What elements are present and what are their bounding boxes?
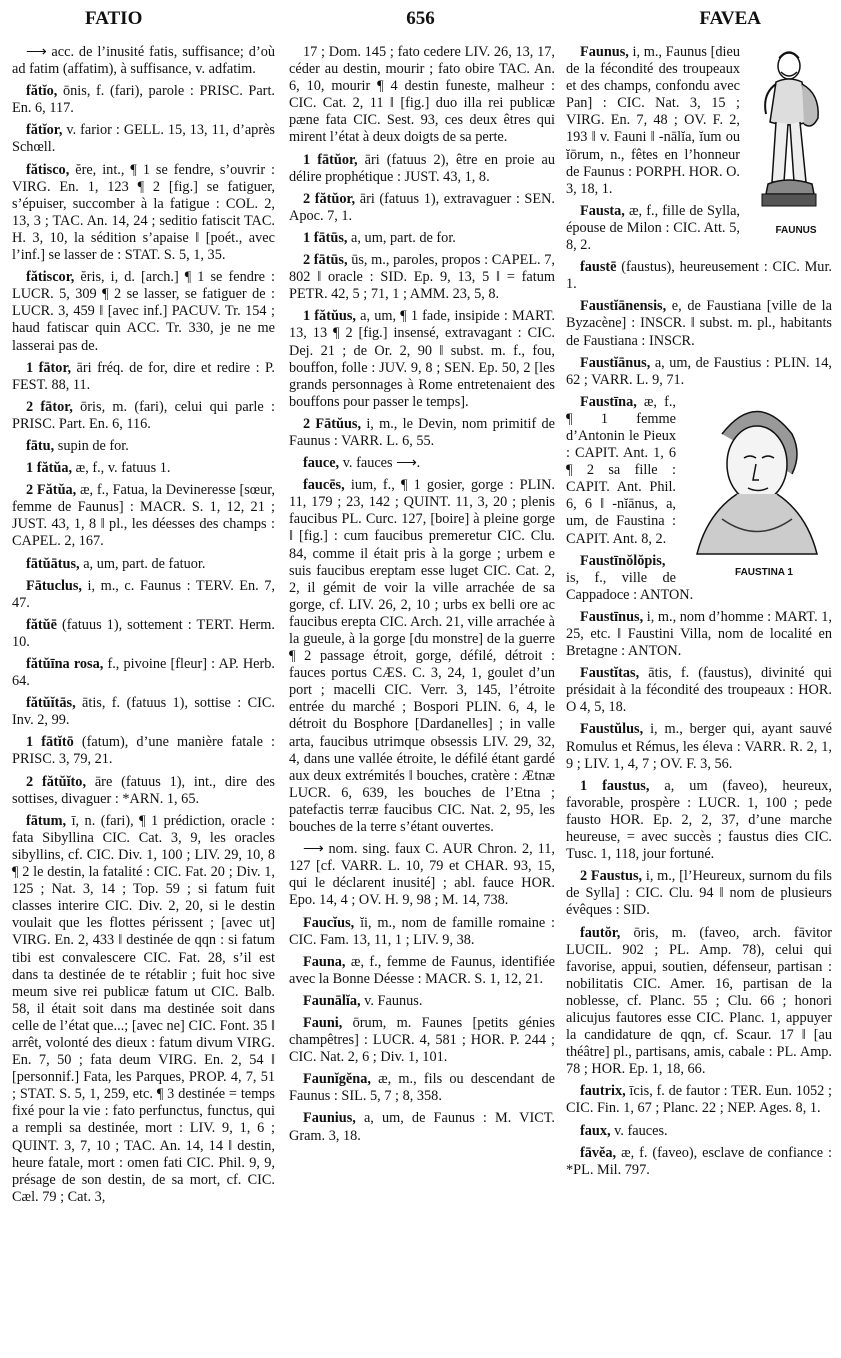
entry-definition: is, f., ville de Cappadoce : ANTON. — [566, 569, 694, 603]
header-left-guideword: FATIO — [85, 8, 143, 29]
dictionary-entry — [12, 399, 275, 433]
dictionary-entry — [12, 44, 275, 78]
dictionary-entry — [12, 813, 275, 1206]
dictionary-entry — [289, 230, 555, 247]
headword: 2 Fătŭa, — [26, 482, 77, 499]
headword: Faunĭgĕna, — [303, 1071, 371, 1088]
entry-definition: v. fauces ⟶. — [339, 455, 421, 472]
dictionary-entry — [566, 868, 832, 919]
dictionary-entry — [289, 308, 555, 411]
headword: 1 faustus, — [580, 777, 650, 794]
header-right-guideword: FAVEA — [699, 8, 761, 29]
column-1 — [12, 44, 275, 1211]
dictionary-entry — [289, 1110, 555, 1144]
headword: fătŭē — [26, 616, 57, 633]
headword: faustē — [580, 259, 617, 276]
entry-definition: āri fréq. de for, dire et redire : P. FEST. 88, 11. — [12, 359, 275, 393]
headword: fautŏr, — [580, 924, 621, 941]
dictionary-entry — [12, 360, 275, 394]
entry-definition: f., pivoine [fleur] : AP. Herb. 64. — [12, 656, 275, 690]
headword: 2 fătŭĭto, — [26, 773, 87, 790]
dictionary-entry — [12, 162, 275, 265]
entry-definition: v. farior : GELL. 15, 13, 11, d’après Schœll. — [12, 122, 275, 156]
headword: 2 fātūs, — [303, 252, 348, 269]
headword: Fauna, — [303, 953, 346, 970]
entry-definition: (fatuus 1), sottement : TERT. Herm. 10. — [12, 616, 275, 650]
faunus-figure — [746, 44, 832, 239]
dictionary-entry — [289, 191, 555, 225]
headword: fătĭor, — [26, 122, 63, 139]
dictionary-entry — [12, 578, 275, 612]
dictionary-entry — [566, 721, 832, 772]
headword: 1 fātūs, — [303, 229, 348, 246]
dictionary-entry — [12, 83, 275, 117]
headword: 2 Fātŭus, — [303, 415, 362, 432]
entry-definition: æ, f., Fatua, la Devineresse [sœur, femme de Faunus] : MACR. S. 1, 12, 21 ; JUST. 43, 1, 8 ‖ pl., les déesses des champs : CAPEL. 2, 167. — [12, 482, 276, 550]
dictionary-entry — [12, 122, 275, 156]
headword: 1 fătŭus, — [303, 308, 357, 325]
headword: fătŭĭtās, — [26, 695, 76, 712]
entry-definition: ātis, f. (fatuus 1), sottise : CIC. Inv. 2, 99. — [12, 695, 275, 729]
column-3 — [566, 44, 832, 1184]
headword: fătisco, — [26, 161, 70, 178]
headword: faucēs, — [303, 477, 345, 494]
headword: fătiscor, — [26, 269, 75, 286]
headword: fātu, — [26, 437, 55, 454]
entry-definition: a, um, part. de for. — [347, 229, 456, 246]
headword: 2 Faustus, — [580, 868, 643, 885]
entry-definition: æ, f., ¶ 1 femme d’Antonin le Pieux : CAPIT. Ant. 1, 6 ¶ 2 sa fille : CAPIT. Ant. Phil. 6, 6 ‖ -nĭānus, a, um, de Faustina : CAPIT. Ant. 8, 2. — [566, 393, 676, 547]
headword: Faustĭānensis, — [580, 298, 667, 315]
entry-definition: ⟶ acc. de l’inusité fatis, suffisance; d’où ad fatim (affatim), à suffisance, v. adfatim. — [12, 44, 275, 78]
dictionary-entry — [12, 695, 275, 729]
headword: fauce, — [303, 455, 340, 472]
dictionary-entry — [12, 482, 275, 550]
dictionary-entry — [566, 1123, 832, 1140]
dictionary-entry — [566, 609, 832, 660]
entry-definition: (faustus), heureusement : CIC. Mur. 1. — [566, 259, 832, 293]
entry-definition: 17 ; Dom. 145 ; fato cedere LIV. 26, 13, 17, céder au destin, mourir ; fato obire TAC. An. 6, 10, mourir ¶ 4 destin funeste, malheur : CIC. Cat. 2, 11 ‖ [fig.] duo illa rei publicæ pæne fata CIC. Sest. 93, ces deux êtres qui mirent l’état à deux doigts de sa perte. — [289, 44, 555, 146]
headword: faux, — [580, 1122, 611, 1139]
dictionary-entry — [289, 915, 555, 949]
dictionary-entry — [566, 355, 832, 389]
entry-definition: ⟶ nom. sing. faux C. AUR Chron. 2, 11, 127 [cf. VARR. L. 10, 79 et CHAR. 93, 15, qui le déclarent inusité] ; abl. fauce HOR. Epo. 14, 4 ; OV. H. 9, 98 ; M. 14, 738. — [289, 841, 555, 909]
entry-definition: i, m., berger qui, ayant sauvé Romulus et Rémus, les éleva : VARR. R. 2, 1, 9 ; LIV. 1, 4, 7 ; OV. F. 3, 56. — [566, 721, 832, 772]
dictionary-entry — [566, 1145, 832, 1179]
entry-definition: ĕre, int., ¶ 1 se fendre, s’ouvrir : VIRG. En. 1, 123 ¶ 2 [fig.] se fatiguer, s’épuiser, succomber à la fatigue : COL. 2, 13, 3 ; TAC. An. 14, 24 ; seditio fatiscit TAC. H. 3, 10, la sédition s’apaise ‖ [poét., avec l’inf.] se lasser de : STAT. S. 5, 1, 35. — [12, 161, 275, 264]
entry-definition: supin de for. — [54, 437, 129, 454]
entry-definition: (fatum), d’une manière fatale : PRISC. 3, 79, 21. — [12, 734, 275, 768]
headword: 1 fātor, — [26, 359, 72, 376]
entry-definition: ī, n. (fari), ¶ 1 prédiction, oracle : fata Sibyllina CIC. Cat. 3, 9, les oracles sibyllins, cf. CIC. Div. 1, 100 ; LIV. 29, 10, 8 ¶ 2 le destin, la fatalité : CIC. Fat. 20 ; Div. 1, 125 ; Nat. 3, 14 ; Top. 59 ; si fatum fuit classes interire CIC. Div. 2, 20, si le destin voulait que les flottes périssent ; [avec ut] VIRG. En. 2, 433 ‖ destinée de qqn : si fatum tibi est convalescere CIC. Fat. 28, s’il est dans ta destinée de te rétablir ; fuit hoc sive meum sive rei publicæ fatum ut CIC. Balb. 58, il était soit dans ma destinée soit dans celle de l’état que...; [avec ne] CIC. Font. 35 ‖ arrêt, volonté des dieux : fatum divum VIRG. En. 7, 50 ; fata deum VIRG. En. 2, 54 ‖ [personnif.] Fata, les Parques, PROP. 4, 7, 51 ; STAT. S. 5, 1, 259, etc. ¶ 3 destinée = temps fixé pour la vie : fato perfunctus, functus, qui a rempli sa destinée, mort : LIV. 9, 1, 6 ; QUINT. 3, 7, 10 ; TAC. An. 14, 14 ‖ destin, heure fatale, mort : omen fati CIC. Phil. 9, 9, présage de son destin, de sa mort, cf. CIC. Cæl. 79 ; Cat. 3, — [12, 812, 275, 1205]
headword: fătŭīna rosa, — [26, 656, 104, 672]
dictionary-entry — [12, 438, 275, 455]
headword: Faustīnus, — [580, 608, 644, 625]
dictionary-entry — [566, 925, 832, 1079]
entry-definition: i, m., nom d’homme : MART. 1, 25, etc. ‖ Faustini Villa, nom de localité en Bretagne : ANTON. — [566, 608, 832, 660]
headword: 2 fătŭor, — [303, 190, 356, 207]
dictionary-entry — [289, 1015, 555, 1066]
entry-definition: āri (fatuus 2), être en proie au délire prophétique : JUST. 43, 1, 8. — [289, 151, 555, 185]
headword: Fausta, — [580, 202, 625, 219]
dictionary-entry — [566, 1083, 832, 1117]
entry-definition: īcis, f. de fautor : TER. Eun. 1052 ; CIC. Fin. 1, 67 ; Planc. 22 ; NEP. Ages. 8, 1. — [566, 1083, 832, 1117]
headword: 2 fātor, — [26, 398, 73, 415]
dictionary-entry — [289, 993, 555, 1010]
headword: Faucĭus, — [303, 914, 355, 931]
faustina-bust-illustration — [682, 394, 832, 564]
dictionary-entry — [566, 259, 832, 293]
dictionary-entry — [12, 556, 275, 573]
entry-definition: ōnis, f. (fari), parole : PRISC. Part. En. 6, 117. — [12, 83, 275, 117]
entry-definition: æ, f., fille de Sylla, épouse de Milon : CIC. Att. 5, 8, 2. — [566, 202, 740, 254]
headword: fātum, — [26, 812, 67, 829]
headword: Fātuclus, — [26, 577, 83, 594]
entry-definition: ātis, f. (faustus), divinité qui présidait à la fécondité des troupeaux : HOR. O 4, 5, 18. — [566, 665, 832, 716]
entry-definition: ĭi, m., nom de famille romaine : CIC. Fam. 13, 11, 1 ; LIV. 9, 38. — [289, 914, 555, 948]
entry-definition: v. fauces. — [610, 1122, 668, 1139]
entry-definition: i, m., le Devin, nom primitif de Faunus : VARR. L. 6, 55. — [289, 415, 555, 449]
headword: Fauni, — [303, 1014, 343, 1031]
headword: Faustīna, — [580, 393, 637, 410]
entry-definition: ōris, m. (fari), celui qui parle : PRISC. Part. En. 6, 116. — [12, 398, 275, 432]
entry-definition: æ, f. (faveo), esclave de confiance : *PL. Mil. 797. — [566, 1144, 832, 1178]
dictionary-entry — [289, 252, 555, 303]
headword: Faunus, — [580, 44, 629, 60]
dictionary-entry — [12, 617, 275, 651]
entry-definition: i, m., [l’Heureux, surnom du fils de Sylla] : CIC. Clu. 94 ‖ nom de plusieurs évêques : SID. — [566, 868, 832, 919]
entry-definition: ium, f., ¶ 1 gosier, gorge : PLIN. 11, 179 ; 23, 142 ; QUINT. 11, 3, 20 ; plenis faucibus PL. Curc. 127, [boire] à pleine gorge ‖ [fig.] : cum faucibus premeretur CIC. Clu. 84, comme il était pris à la gorge ; urbem e suis faucibus ereptam esse luget CIC. Cat. 2, 2, il gémit de voir la ville arrachée de sa gorge, cf. LIV. 26, 2, 10 ; urbs ex belli ore ac faucibus erepta CIC. Arch. 21, ville arrachée à la gueule, à la gorge [du monstre] de la guerre ¶ 2 passage étroit, gorge, défilé, détroit : fauces portus CÆS. C. 3, 24, 1, goulet d’un port ; macelli CIC. Verr. 3, 145, l’étroite entrée du marché ; Bospori PLIN. 6, 4, le détroit du Bosphore [Dardanelles] ; in valle arta, faucibus utrimque obsessis LIV. 29, 32, 4, dans une vallée étroite, le défilé étant gardé aux deux extrémités ‖ bouches, cratère : Ætnæ LUCR. 6, 639, les bouches de l’Etna ; patefactis terræ faucibus CIC. Nat. 2, 95, les bouches de la terre s’étant ouvertes. — [289, 477, 555, 836]
dictionary-entry — [289, 477, 555, 836]
faustina-figure — [682, 394, 832, 581]
dictionary-entry — [566, 298, 832, 349]
headword: fāvĕa, — [580, 1144, 617, 1161]
entry-definition: i, m., c. Faunus : TERV. En. 7, 47. — [12, 577, 275, 611]
entry-definition: æ, f., femme de Faunus, identifiée avec la Bonne Déesse : MACR. S. 1, 12, 21. — [289, 953, 555, 987]
dictionary-entry — [289, 1071, 555, 1105]
dictionary-entry — [12, 656, 275, 690]
headword: fātŭātus, — [26, 555, 80, 572]
headword: fătĭo, — [26, 83, 58, 100]
entry-definition: āri (fatuus 1), extravaguer : SEN. Apoc. 7, 1. — [289, 190, 555, 224]
dictionary-entry — [289, 455, 555, 472]
dictionary-entry — [12, 734, 275, 768]
faunus-statue-illustration — [746, 44, 832, 222]
entry-definition: ōris, m. (faveo, arch. fāvitor LUCIL. 902 ; PL. Amp. 78), celui qui favorise, appui, soutien, défenseur, partisan : nobilitatis CIC. Amer. 16, partisan de la noblesse, cf. Planc. 55 ; Clu. 66 ; honori alicujus fautores esse CIC. Planc. 1, appuyer la candidature de qqn, cf. Scaur. 17 ‖ [au théâtre] pl., partisans, amis, cabale : PL. Amp. 78 ; HOR. Ep. 1, 18, 66. — [566, 924, 832, 1078]
dictionary-entry — [289, 954, 555, 988]
entry-definition: æ, f., v. fatuus 1. — [72, 460, 171, 477]
entry-definition: v. Faunus. — [360, 992, 423, 1009]
headword: Faunālĭa, — [303, 992, 361, 1009]
dictionary-entry — [12, 460, 275, 477]
headword: Faustĭtas, — [580, 665, 640, 682]
dictionary-entry — [566, 665, 832, 716]
dictionary-entry — [289, 841, 555, 909]
dictionary-entry — [12, 269, 275, 354]
entry-definition: a, um, part. de fatuor. — [79, 555, 206, 572]
headword: fautrix, — [580, 1083, 626, 1100]
entry-definition: ūs, m., paroles, propos : CAPEL. 7, 802 ‖ oracle : SID. Ep. 9, 13, 5 ‖ = fatum PETR. 42, 5 ; 71, 1 ; AMM. 23, 5, 8. — [289, 252, 555, 303]
dictionary-entry — [566, 778, 832, 863]
entry-definition: āre (fatuus 1), int., dire des sottises, divaguer : *ARN. 1, 65. — [12, 773, 275, 807]
entry-definition: a, um, de Faustius : PLIN. 14, 62 ; VARR. L. 9, 71. — [566, 354, 832, 388]
dictionary-entry — [289, 152, 555, 186]
figure-caption: FAUNUS — [775, 225, 817, 236]
headword: Faustĭānus, — [580, 354, 651, 371]
column-2 — [289, 44, 555, 1150]
figure-caption: FAUSTINA 1 — [735, 566, 793, 578]
headword: 1 fātĭtō — [26, 734, 74, 751]
entry-definition: a, um, ¶ 1 fade, insipide : MART. 13, 13 ¶ 2 [fig.] insensé, extravagant : CIC. Dej. 21 ; de Or. 2, 90 ‖ subst. m. f., fou, bouffon, folle : JUV. 9, 8 ; SEN. Ep. 50, 2 [les grands personnages à Rome entretenaient des bouffons pour passer le temps]. — [289, 308, 555, 410]
entry-definition: æ, m., fils ou descendant de Faunus : SIL. 5, 7 ; 8, 358. — [289, 1071, 555, 1105]
headword: Faunius, — [303, 1110, 356, 1127]
dictionary-entry — [289, 416, 555, 450]
headword: 1 fătŭa, — [26, 460, 73, 477]
dictionary-entry — [12, 774, 275, 808]
entry-definition: ōrum, m. Faunes [petits génies champêtres] : LUCR. 4, 581 ; HOR. P. 244 ; CIC. Nat. 2, 6 ; Div. 1, 101. — [289, 1014, 555, 1066]
entry-definition: ĕris, i, d. [arch.] ¶ 1 se fendre : LUCR. 5, 309 ¶ 2 se lasser, se fatiguer de : LUCR. 3, 459 ‖ [avec inf.] PACUV. Tr. 154 ; haud fatiscar quin ACC. Tr. 330, je ne me lasserai pas de. — [12, 269, 275, 354]
page-number: 656 — [406, 8, 435, 29]
entry-definition: a, um, de Faunus : M. VICT. Gram. 3, 18. — [289, 1110, 555, 1144]
entry-definition: a, um (faveo), heureux, favorable, prospère : LUCR. 1, 100 ; pede fausto HOR. Ep. 2, 2, 37, d’une marche heureuse, = avec succès ; faustus dies CIC. Tusc. 1, 118, jour fortuné. — [566, 777, 833, 863]
headword: Faustīnŏlŏpis, — [580, 552, 666, 569]
entry-definition: i, m., Faunus [dieu de la fécondité des troupeaux et des champs, confondu avec Pan] : CIC. Nat. 3, 15 ; VIRG. En. 7, 48 ; OV. F. 2, 193 ‖ v. Fauni ‖ -nālĭa, ĭum ou ĭōrum, n., fêtes en l’honneur de Faunus : PORPH. HOR. O. 3, 18, 1. — [566, 44, 740, 197]
page-header — [10, 8, 831, 38]
entry-definition: e, de Faustiana [ville de la Byzacène] : INSCR. ‖ subst. m. pl., habitants de Faustiana : INSCR. — [566, 298, 832, 349]
headword: Faustŭlus, — [580, 721, 644, 738]
headword: 1 fātŭor, — [303, 151, 358, 168]
dictionary-entry — [289, 44, 555, 147]
